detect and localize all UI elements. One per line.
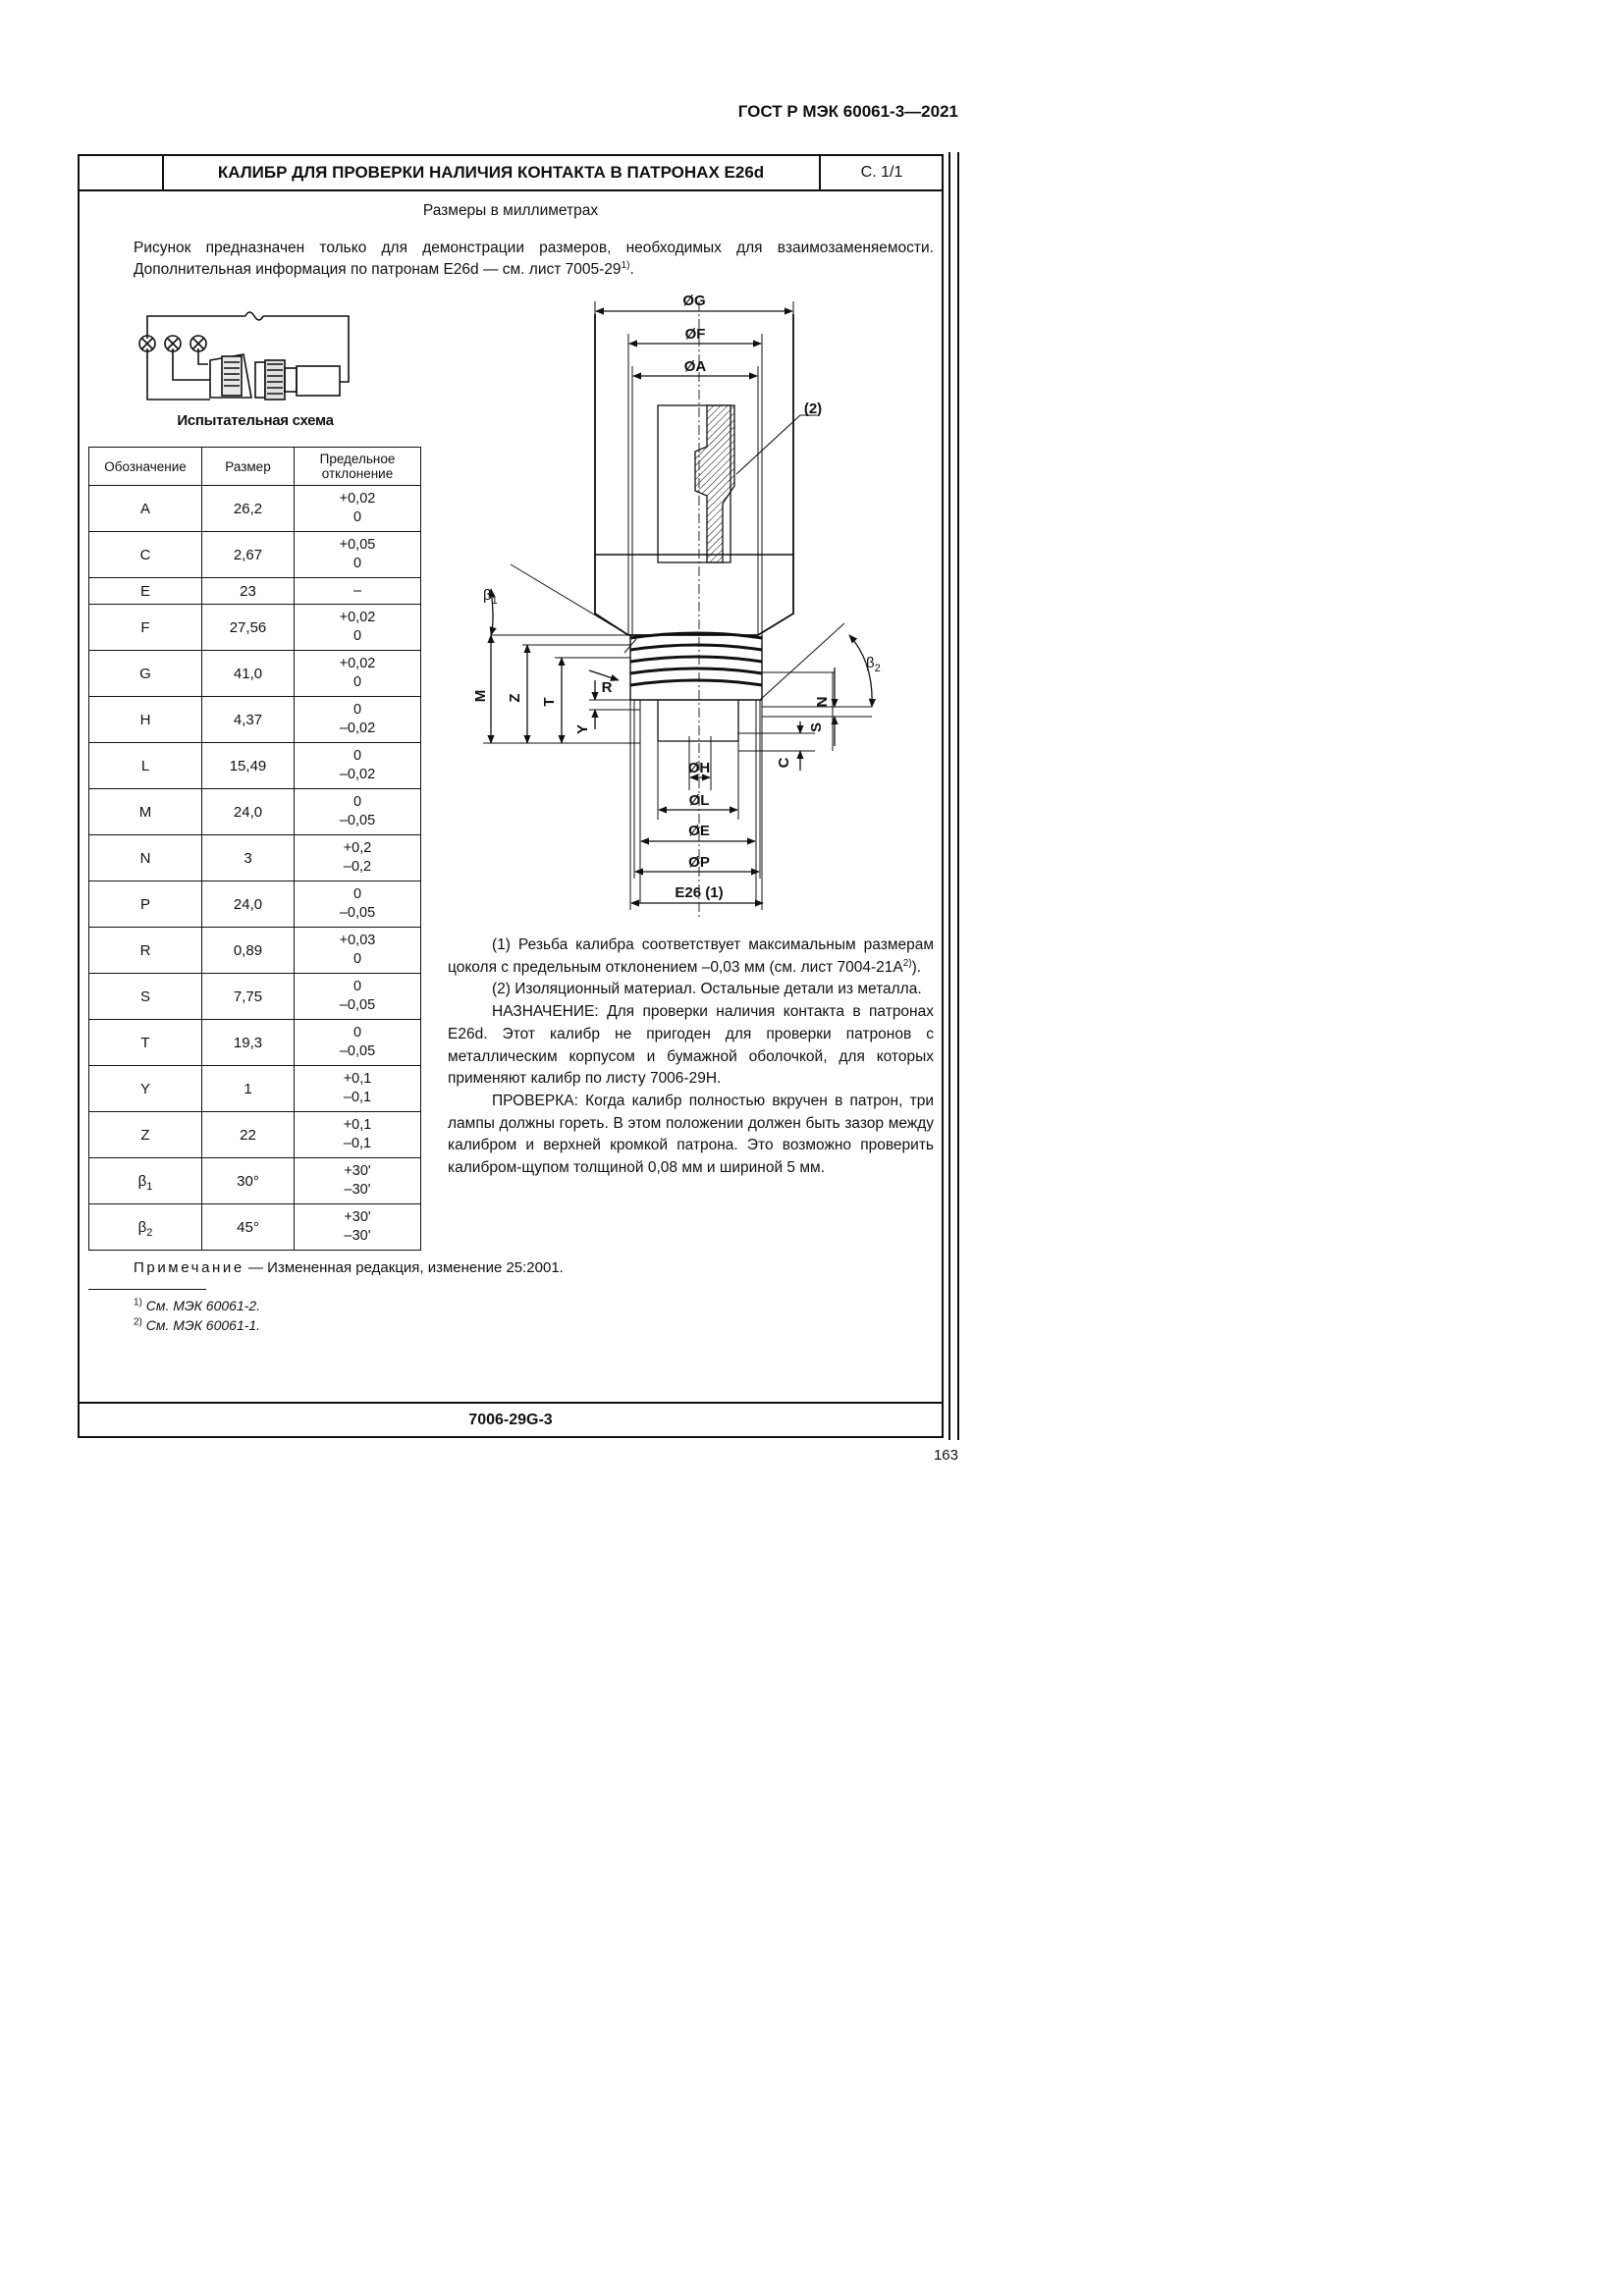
tolerance-line: 0 bbox=[352, 628, 362, 644]
symbol-text: S bbox=[139, 988, 150, 1005]
symbol-subscript: 1 bbox=[146, 1180, 153, 1193]
tolerance-line: +0,2 bbox=[343, 840, 372, 856]
symbol-text: M bbox=[138, 803, 152, 821]
page-number: 163 bbox=[933, 1447, 958, 1464]
col-header-size: Размер bbox=[202, 448, 295, 486]
tolerance-line: –0,05 bbox=[339, 1043, 376, 1059]
tolerance-line: +0,03 bbox=[339, 933, 376, 948]
table-row bbox=[89, 532, 421, 578]
cell-size: 23 bbox=[202, 578, 295, 605]
table-row bbox=[89, 1020, 421, 1066]
tolerance-line: –30' bbox=[344, 1228, 371, 1244]
cell-tolerance bbox=[295, 835, 421, 881]
cell-size: 0,89 bbox=[202, 928, 295, 974]
cell-tolerance bbox=[295, 1112, 421, 1158]
tolerance-line: 0 bbox=[352, 702, 362, 718]
tolerance-line: –0,1 bbox=[343, 1136, 372, 1151]
purpose-paragraph: НАЗНАЧЕНИЕ: Для проверки наличия контакта в патронах E26d. Этот калибр не пригоден для проверки патронов с металлическим корпусом и бумажной оболочкой, для которых применяют калибр по листу 7006-29H. bbox=[448, 1003, 934, 1088]
cell-symbol bbox=[89, 697, 202, 743]
cell-size: 41,0 bbox=[202, 651, 295, 697]
tolerance-line: +0,1 bbox=[343, 1117, 372, 1133]
label-beta2-sub: 2 bbox=[874, 663, 881, 674]
cell-size: 4,37 bbox=[202, 697, 295, 743]
side-margin-bars bbox=[948, 152, 959, 1440]
label-beta1-sub: 1 bbox=[491, 595, 498, 607]
tolerance-line: –0,02 bbox=[339, 721, 376, 736]
cell-tolerance bbox=[295, 532, 421, 578]
table-row bbox=[89, 486, 421, 532]
tolerance-line: 0 bbox=[352, 951, 362, 967]
label-dim-f: ØF bbox=[684, 326, 706, 343]
tolerance-line: –0,05 bbox=[339, 813, 376, 828]
tolerance-line: 0 bbox=[352, 1025, 362, 1041]
symbol-text: E bbox=[139, 582, 150, 600]
symbol-text: β bbox=[137, 1172, 147, 1190]
symbol-text: β bbox=[137, 1218, 147, 1236]
table-row bbox=[89, 1158, 421, 1204]
symbol-text: T bbox=[140, 1034, 150, 1051]
tolerance-line: 0 bbox=[352, 556, 362, 571]
cell-symbol bbox=[89, 835, 202, 881]
cell-size: 15,49 bbox=[202, 743, 295, 789]
symbol-text: G bbox=[139, 665, 151, 682]
dimensions-table bbox=[88, 447, 421, 1251]
cell-symbol bbox=[89, 651, 202, 697]
label-callout-2: (2) bbox=[803, 400, 823, 417]
label-dim-t: T bbox=[541, 697, 558, 707]
intro-footnote-mark: 1) bbox=[621, 259, 630, 271]
note-1 bbox=[448, 934, 934, 979]
tolerance-line: 0 bbox=[352, 674, 362, 690]
cell-symbol bbox=[89, 532, 202, 578]
tolerance-line: +0,02 bbox=[339, 610, 376, 625]
tolerance-line: 0 bbox=[352, 979, 362, 994]
tolerance-line: +0,02 bbox=[339, 491, 376, 507]
cell-tolerance bbox=[295, 1204, 421, 1251]
cell-symbol bbox=[89, 928, 202, 974]
symbol-text: A bbox=[139, 500, 150, 517]
cell-tolerance bbox=[295, 881, 421, 928]
tolerance-line: –30' bbox=[344, 1182, 371, 1198]
remark-label: Примечание bbox=[134, 1259, 244, 1276]
col-header-tolerance: Предельное отклонение bbox=[295, 448, 421, 486]
tolerance-line: –0,05 bbox=[339, 997, 376, 1013]
table-row bbox=[89, 1204, 421, 1251]
cell-size: 2,67 bbox=[202, 532, 295, 578]
cell-symbol bbox=[89, 605, 202, 651]
symbol-text: Y bbox=[139, 1080, 150, 1097]
footnote-1-mark: 1) bbox=[134, 1297, 142, 1308]
tolerance-line: +0,02 bbox=[339, 656, 376, 671]
cell-symbol bbox=[89, 789, 202, 835]
table-row bbox=[89, 835, 421, 881]
col-header-symbol: Обозначение bbox=[89, 448, 202, 486]
footer-rule bbox=[78, 1402, 944, 1404]
footnote-2-mark: 2) bbox=[134, 1316, 142, 1328]
scheme-switch bbox=[245, 312, 263, 320]
label-dim-r: R bbox=[601, 679, 613, 696]
cell-symbol bbox=[89, 974, 202, 1020]
cell-tolerance bbox=[295, 651, 421, 697]
label-dim-e: ØE bbox=[688, 823, 710, 839]
cell-size: 22 bbox=[202, 1112, 295, 1158]
symbol-text: F bbox=[140, 618, 150, 636]
table-row bbox=[89, 743, 421, 789]
symbol-text: L bbox=[140, 757, 150, 774]
tolerance-line: –0,2 bbox=[343, 859, 372, 875]
label-dim-s: S bbox=[808, 721, 825, 733]
cell-symbol bbox=[89, 881, 202, 928]
cell-tolerance bbox=[295, 605, 421, 651]
note-1-footnote-mark: 2) bbox=[902, 957, 912, 969]
cell-size: 26,2 bbox=[202, 486, 295, 532]
intro-text: Рисунок предназначен только для демонстрации размеров, необходимых для взаимозаменяемости. Дополнительная информация по патронам E26d — см. лист 7005-29 bbox=[134, 240, 934, 278]
cell-tolerance bbox=[295, 928, 421, 974]
label-dim-y: Y bbox=[574, 723, 591, 735]
tolerance-line: –0,1 bbox=[343, 1090, 372, 1105]
svg-text:β1 bbox=[483, 587, 498, 607]
cell-tolerance bbox=[295, 789, 421, 835]
label-dim-c: C bbox=[776, 757, 792, 769]
table-row bbox=[89, 697, 421, 743]
table-row bbox=[89, 881, 421, 928]
cell-symbol bbox=[89, 1204, 202, 1251]
check-paragraph: ПРОВЕРКА: Когда калибр полностью вкручен в патрон, три лампы должны гореть. В этом положении должен быть зазор между калибром и верхней кромкой патрона. Это возможно проверить калибром-щупом толщиной 0,08 мм и шириной 5 мм. bbox=[448, 1092, 934, 1177]
cell-size: 24,0 bbox=[202, 789, 295, 835]
table-header-row bbox=[89, 448, 421, 486]
cell-size: 45° bbox=[202, 1204, 295, 1251]
label-beta1: β bbox=[483, 587, 492, 604]
symbol-text: R bbox=[139, 941, 151, 959]
footnote-2 bbox=[134, 1315, 260, 1335]
tolerance-line: – bbox=[352, 582, 362, 599]
insulator-hatch bbox=[695, 405, 734, 562]
notes-block bbox=[448, 934, 934, 1180]
cell-tolerance bbox=[295, 1020, 421, 1066]
test-scheme-diagram bbox=[128, 299, 363, 409]
note-2: (2) Изоляционный материал. Остальные детали из металла. bbox=[492, 981, 922, 998]
remark-text: — Измененная редакция, изменение 25:2001. bbox=[244, 1259, 564, 1276]
tolerance-line: +0,1 bbox=[343, 1071, 372, 1087]
intro-paragraph bbox=[134, 238, 934, 281]
cell-tolerance bbox=[295, 974, 421, 1020]
cell-size: 3 bbox=[202, 835, 295, 881]
symbol-text: C bbox=[139, 546, 151, 563]
table-row bbox=[89, 974, 421, 1020]
cell-symbol bbox=[89, 486, 202, 532]
table-row bbox=[89, 605, 421, 651]
cell-tolerance bbox=[295, 697, 421, 743]
label-dim-h: ØH bbox=[687, 760, 711, 776]
dimensions-table-body bbox=[89, 486, 421, 1251]
cell-symbol bbox=[89, 1020, 202, 1066]
tolerance-line: +30' bbox=[344, 1163, 371, 1179]
sheet-title: КАЛИБР ДЛЯ ПРОВЕРКИ НАЛИЧИЯ КОНТАКТА В ПАТРОНАХ E26d bbox=[217, 163, 765, 182]
symbol-subscript: 2 bbox=[146, 1226, 153, 1239]
table-row bbox=[89, 651, 421, 697]
table-row bbox=[89, 1066, 421, 1112]
cell-symbol bbox=[89, 743, 202, 789]
cell-size: 27,56 bbox=[202, 605, 295, 651]
standard-code: ГОСТ Р МЭК 60061-3—2021 bbox=[737, 102, 958, 121]
table-row bbox=[89, 578, 421, 605]
label-dim-a: ØA bbox=[683, 358, 707, 375]
test-scheme-caption: Испытательная схема bbox=[177, 412, 334, 429]
cell-symbol bbox=[89, 1158, 202, 1204]
footnote-2-text: См. МЭК 60061-1. bbox=[141, 1317, 261, 1333]
tolerance-line: –0,02 bbox=[339, 767, 376, 782]
table-row bbox=[89, 789, 421, 835]
scheme-wire-left bbox=[147, 348, 210, 400]
sheet-number: С. 1/1 bbox=[860, 164, 903, 181]
tolerance-line: 0 bbox=[352, 794, 362, 810]
symbol-text: N bbox=[139, 849, 151, 867]
tolerance-line: 0 bbox=[352, 748, 362, 764]
intro-tail: . bbox=[629, 261, 634, 278]
gauge-icon bbox=[255, 362, 265, 398]
note-1-text: (1) Резьба калибра соответствует максимальным размерам цоколя с предельным отклонением –0,03 мм (см. лист 7004-21A bbox=[448, 936, 934, 976]
note-1-tail: ). bbox=[911, 958, 922, 976]
remark bbox=[134, 1259, 564, 1276]
symbol-text: P bbox=[139, 895, 150, 913]
tolerance-line: 0 bbox=[352, 886, 362, 902]
label-dim-p: ØP bbox=[688, 854, 710, 871]
cell-size: 19,3 bbox=[202, 1020, 295, 1066]
cell-symbol bbox=[89, 578, 202, 605]
cell-size: 7,75 bbox=[202, 974, 295, 1020]
symbol-text: H bbox=[139, 711, 151, 728]
tolerance-line: +0,05 bbox=[339, 537, 376, 553]
gauge-drawing bbox=[461, 290, 893, 923]
cell-symbol bbox=[89, 1112, 202, 1158]
table-row bbox=[89, 928, 421, 974]
label-dim-e26: E26 (1) bbox=[675, 884, 724, 901]
symbol-text: Z bbox=[140, 1126, 150, 1144]
label-dim-g: ØG bbox=[682, 293, 706, 309]
tolerance-line: 0 bbox=[352, 509, 362, 525]
footnote-rule bbox=[88, 1289, 206, 1290]
cell-symbol bbox=[89, 1066, 202, 1112]
cell-size: 1 bbox=[202, 1066, 295, 1112]
table-row bbox=[89, 1112, 421, 1158]
cell-tolerance bbox=[295, 1158, 421, 1204]
label-dim-l: ØL bbox=[688, 792, 710, 809]
dimensions-note: Размеры в миллиметрах bbox=[422, 202, 599, 219]
label-dim-m: M bbox=[472, 689, 489, 703]
sheet-code: 7006-29G-3 bbox=[468, 1412, 553, 1428]
tolerance-line: +30' bbox=[344, 1209, 371, 1225]
footnotes bbox=[134, 1296, 260, 1335]
footnote-1 bbox=[134, 1296, 260, 1315]
footnote-1-text: См. МЭК 60061-2. bbox=[141, 1298, 261, 1313]
label-dim-z: Z bbox=[507, 693, 523, 703]
cell-tolerance bbox=[295, 486, 421, 532]
cell-tolerance bbox=[295, 743, 421, 789]
label-beta2: β bbox=[866, 655, 875, 671]
tolerance-line: –0,05 bbox=[339, 905, 376, 921]
cell-size: 30° bbox=[202, 1158, 295, 1204]
cell-size: 24,0 bbox=[202, 881, 295, 928]
cell-tolerance bbox=[295, 578, 421, 605]
label-dim-n: N bbox=[814, 696, 831, 708]
cell-tolerance bbox=[295, 1066, 421, 1112]
